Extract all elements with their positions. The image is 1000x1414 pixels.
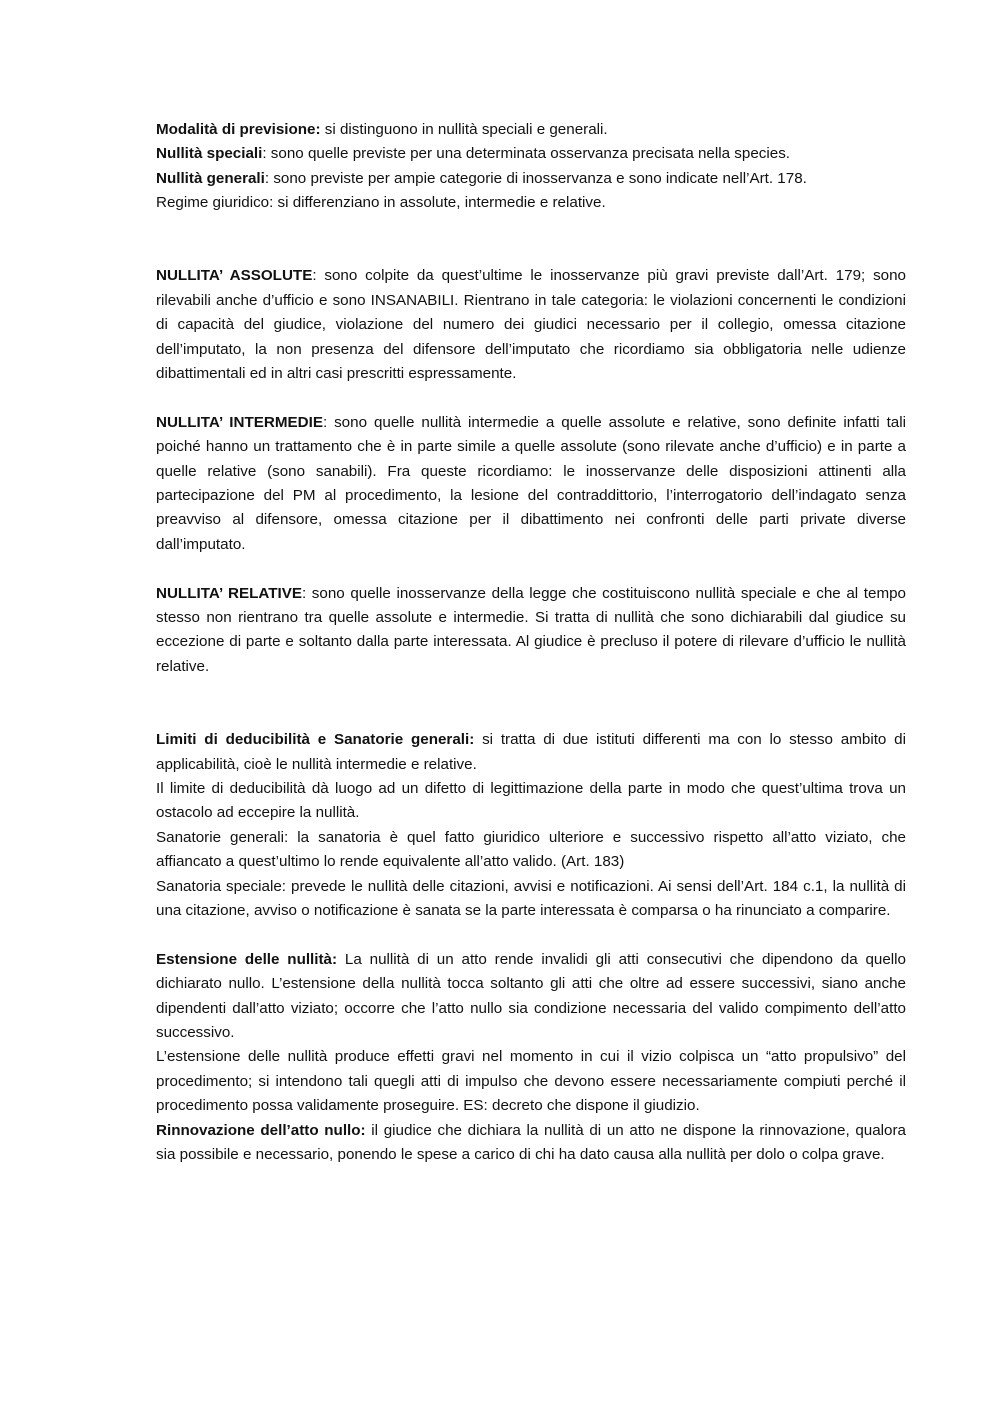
intermedie-heading: NULLITA’ INTERMEDIE xyxy=(156,413,323,431)
intro-modalita xyxy=(156,118,906,142)
intro-generali xyxy=(156,167,906,191)
section-rinnovazione xyxy=(156,1119,906,1168)
assolute-heading: NULLITA’ ASSOLUTE xyxy=(156,267,313,285)
intermedie-text: : sono quelle nullità intermedie a quelle assolute e relative, sono definite infatti tali poiché hanno un trattamento che è in parte simile a quelle assolute (sono rilevate anche d’ufficio) e in parte a quelle relative (sono sanabili). Fra queste ricordiamo: le inosservanze delle disposizioni attinenti alla partecipazione del PM al procedimento, la lesione del contraddittorio, l’interrogatorio dell’indagato senza preavviso al difensore, omessa citazione per il dibattimento nei confronti delle parti private diverse dall’imputato. xyxy=(156,413,906,553)
intro-speciali-text: : sono quelle previste per una determinata osservanza precisata nella species. xyxy=(262,145,791,163)
intro-generali-text: : sono previste per ampie categorie di inosservanza e sono indicate nell’Art. 178. xyxy=(264,169,807,187)
rinnovazione-text: il giudice che dichiara la nullità di un atto ne dispone la rinnovazione, qualora sia possibile e necessario, ponendo le spese a carico di chi ha dato causa alla nullità per dolo o colpa grave. xyxy=(156,1121,907,1163)
limiti-sanatorie-generali: Sanatorie generali: la sanatoria è quel fatto giuridico ulteriore e successivo rispetto all’atto viziato, che affiancato a quest’ultimo lo rende equivalente all’atto valido. (Art. 183) xyxy=(156,828,906,871)
document-page xyxy=(156,118,906,1167)
limiti-text: si tratta di due istituti differenti ma con lo stesso ambito di applicabilità, cioè le nullità intermedie e relative. xyxy=(156,731,906,773)
intro-modalita-term: Modalità di previsione: xyxy=(156,121,321,138)
section-intermedie xyxy=(156,411,906,557)
spacer xyxy=(156,923,906,947)
section-limiti xyxy=(156,728,906,777)
estensione-text: La nullità di un atto rende invalidi gli atti consecutivi che dipendono da quello dichiarato nullo. L’estensione della nullità tocca soltanto gli atti che oltre ad essere successivi, siano anche dipendenti dall’atto viziato; occorre che l’atto nullo sia condizione necessaria del valido compimento dell’atto successivo. xyxy=(156,950,906,1041)
spacer xyxy=(156,557,906,581)
spacer xyxy=(156,679,906,728)
intro-speciali xyxy=(156,142,906,166)
relative-text: : sono quelle inosservanze della legge che costituiscono nullità speciale e che al tempo stesso non rientrano tra quelle assolute e intermedie. Si tratta di nullità che sono dichiarabili dal giudice su eccezione di parte e soltanto dalla parte interessata. Al giudice è precluso il potere di rilevare d’ufficio le nullità relative. xyxy=(156,584,906,675)
estensione-heading: Estensione delle nullità: xyxy=(156,950,338,968)
relative-heading: NULLITA’ RELATIVE xyxy=(156,584,302,602)
limiti-sanatoria-speciale: Sanatoria speciale: prevede le nullità delle citazioni, avvisi e notificazioni. Ai sensi dell’Art. 184 c.1, la nullità di una citazione, avviso o notificazione è sanata se la parte interessata è comparsa o ha rinunciato a comparire. xyxy=(156,877,906,919)
intro-speciali-term: Nullità speciali xyxy=(156,145,263,163)
rinnovazione-heading: Rinnovazione dell’atto nullo: xyxy=(156,1121,366,1139)
limiti-deducibilita: Il limite di deducibilità dà luogo ad un difetto di legittimazione della parte in modo che quest’ultima trova un ostacolo ad eccepire la nullità. xyxy=(156,779,906,822)
estensione-effetti: L’estensione delle nullità produce effetti gravi nel momento in cui il vizio colpisca un “atto propulsivo” del procedimento; si intendono tali quegli atti di impulso che devono essere necessariamente compiuti perché il procedimento possa validamente proseguire. ES: decreto che dispone il giudizio. xyxy=(156,1048,906,1115)
assolute-text: : sono colpite da quest’ultime le inosservanze più gravi previste dall’Art. 179; sono rilevabili anche d’ufficio e sono INSANABILI. Rientrano in tale categoria: le violazioni concernenti le condizioni di capacità del giudice, violazione del numero dei giudici necessario per il collegio, omessa citazione dell’imputato, la non presenza del difensore dell’imputato che ricordiamo sia obbligatoria nelle udienze dibattimentali ed in altri casi prescritti espressamente. xyxy=(156,267,906,383)
limiti-heading: Limiti di deducibilità e Sanatorie generali: xyxy=(156,731,475,749)
intro-generali-term: Nullità generali xyxy=(156,169,265,187)
intro-modalita-text: si distinguono in nullità speciali e generali. xyxy=(320,121,608,138)
section-assolute xyxy=(156,264,906,386)
spacer xyxy=(156,386,906,410)
intro-regime: Regime giuridico: si differenziano in assolute, intermedie e relative. xyxy=(156,194,606,212)
section-relative xyxy=(156,582,906,680)
spacer xyxy=(156,216,906,265)
section-estensione xyxy=(156,948,906,1046)
